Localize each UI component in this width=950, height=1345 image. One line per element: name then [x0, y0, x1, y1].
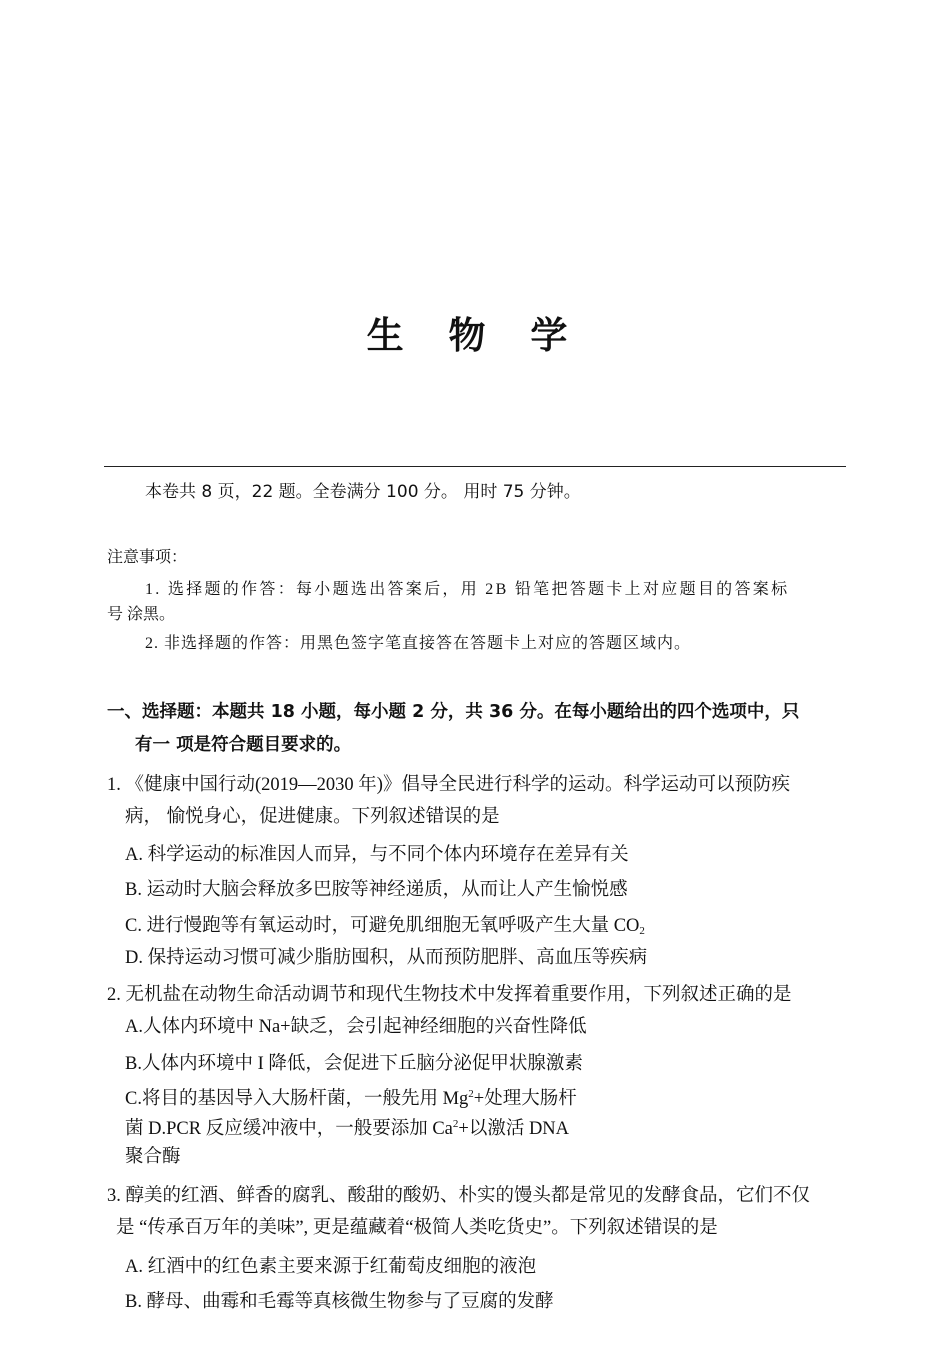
q3-option-a: A. 红酒中的红色素主要来源于红葡萄皮细胞的液泡: [125, 1257, 537, 1277]
q2-option-b: B.人体内环境中 I 降低，会促进下丘脑分泌促甲状腺激素: [125, 1054, 583, 1074]
q1-option-b: B. 运动时大脑会释放多巴胺等神经递质，从而让人产生愉悦感: [125, 880, 628, 900]
page-title: 生 物 学: [366, 314, 584, 357]
q2-stem: 2. 无机盐在动物生命活动调节和现代生物技术中发挥着重要作用，下列叙述正确的是: [107, 985, 792, 1005]
notice-heading: 注意事项：: [107, 547, 188, 566]
q1-option-d: D. 保持运动习惯可减少脂肪囤积，从而预防肥胖、高血压等疾病: [125, 948, 648, 968]
q2-option-c: C.将目的基因导入大肠杆菌，一般先用 $Mg^2+$处理大肠杆: [125, 1088, 577, 1109]
notice-item-1-cont: 号 涂黑。: [107, 606, 176, 623]
q2-option-a: A.人体内环境中 Na+缺乏，会引起神经细胞的兴奋性降低: [125, 1017, 587, 1037]
notice-item-2: 2. 非选择题的作答：用黑色签字笔直接答在答题卡上对应的答题区域内。: [145, 635, 692, 652]
q3-option-b: B. 酵母、曲霉和毛霉等真核微生物参与了豆腐的发酵: [125, 1292, 554, 1312]
title-divider: [104, 466, 846, 467]
exam-info: 本卷共 8 页，22 题。全卷满分 100 分。 用时 75 分钟。: [145, 482, 581, 502]
notice-item-1: 1. 选择题的作答：每小题选出答案后，用 2B 铅笔把答题卡上对应题目的答案标: [145, 581, 790, 598]
q1-option-c: C. 进行慢跑等有氧运动时，可避免肌细胞无氧呼吸产生大量 $CO_2$: [125, 916, 645, 937]
q3-stem-cont: 是 “传承百万年的美味”, 更是蕴藏着“极简人类吃货史”。下列叙述错误的是: [116, 1218, 718, 1238]
q3-stem: 3. 醇美的红酒、鲜香的腐乳、酸甜的酸奶、朴实的馒头都是常见的发酵食品，它们不仅: [107, 1186, 811, 1206]
section-heading: 一、选择题：本题共 18 小题，每小题 2 分，共 36 分。在每小题给出的四个选项中，只: [107, 702, 800, 722]
q1-stem-cont: 病， 愉悦身心，促进健康。下列叙述错误的是: [125, 807, 500, 827]
q1-option-a: A. 科学运动的标准因人而异，与不同个体内环境存在差异有关: [125, 845, 629, 865]
q1-stem: 1. 《健康中国行动(2019—2030 年)》倡导全民进行科学的运动。科学运动可以预防疾: [107, 775, 790, 795]
q2-option-d-cont: 聚合酶: [125, 1147, 181, 1167]
q2-option-d: 菌 D.PCR 反应缓冲液中，一般要添加 $Ca^2+$以激活 DNA: [125, 1118, 570, 1139]
section-heading-cont: 有一 项是符合题目要求的。: [135, 735, 352, 755]
